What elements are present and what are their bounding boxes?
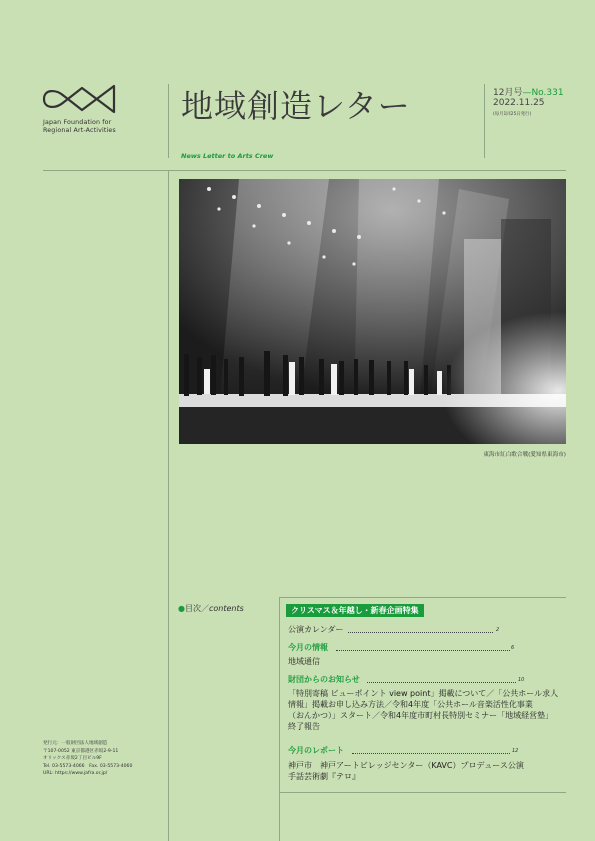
toc-item-description[interactable] <box>288 688 566 732</box>
org-name <box>43 119 116 136</box>
toc-bottom-rule <box>279 792 566 793</box>
toc-line: 終了報告 <box>288 722 320 731</box>
toc-item-description[interactable] <box>288 760 566 782</box>
toc-line: 手話芸術劇『テロ』 <box>288 772 360 781</box>
toc-item[interactable] <box>288 624 566 635</box>
toc-page-number: 2 <box>496 627 500 633</box>
toc-line: 神戸市 神戸アートビレッジセンター（KAVC）プロデュース公演 <box>288 761 524 770</box>
issue-dash: — <box>522 88 532 98</box>
main-column-line <box>168 171 169 841</box>
publisher-line: Tel. 03-5573-4066 Fax. 03-5573-4060 <box>43 763 133 769</box>
toc-top-rule <box>279 597 566 598</box>
toc-item-label: 今月のレポート <box>288 746 344 755</box>
toc-heading <box>178 603 244 614</box>
toc-item[interactable] <box>288 656 566 667</box>
toc-item-label: 地域通信 <box>288 657 320 666</box>
publisher-info <box>43 740 132 778</box>
org-name-line: Regional Art-Activities <box>43 127 116 135</box>
foundation-logo-icon <box>42 84 116 114</box>
toc-item[interactable] <box>288 642 566 653</box>
publisher-line: 〒107-0052 東京都港区赤坂2-9-11 <box>43 748 119 754</box>
special-feature-badge: クリスマス＆年越し・新春企画特集 <box>286 604 424 617</box>
header-divider-right <box>484 84 485 158</box>
newsletter-title: 地域創造レター <box>181 87 411 125</box>
publisher-url[interactable]: URL: https://www.jafra.or.jp/ <box>43 771 108 777</box>
publisher-line: 発行元：一般財団法人地域創造 <box>43 741 108 746</box>
toc-item-label: 公演カレンダー <box>288 625 344 634</box>
issue-month: 12月号 <box>493 88 523 98</box>
toc-page-number: 6 <box>511 645 515 651</box>
issue-number <box>493 85 564 98</box>
issue-no: No.331 <box>531 88 564 98</box>
toc-column-line <box>279 598 280 841</box>
publisher-line: オリックス赤坂2丁目ビル9F <box>43 756 102 762</box>
toc-page-number: 10 <box>518 677 525 683</box>
cover-photo <box>179 179 566 444</box>
photo-caption: 東海市紅白歌合戦(愛知県東海市) <box>483 452 566 458</box>
header-divider-left <box>168 84 169 158</box>
toc-line: （おんかつ）」スタート／令和4年度市町村長特別セミナー「地域経営塾」 <box>288 711 554 720</box>
toc-heading-jp: 目次 <box>184 604 201 613</box>
leader-dots <box>336 650 510 651</box>
toc-page-number: 12 <box>512 748 519 754</box>
publication-note: (毎月1回25日発行) <box>493 112 532 117</box>
leader-dots <box>367 682 516 683</box>
toc-line: 情報」掲載お申し込み方法／令和4年度「公共ホール音楽活性化事業 <box>288 700 533 709</box>
tagline: News Letter to Arts Crew <box>181 152 274 160</box>
toc-item-label: 財団からのお知らせ <box>288 675 360 684</box>
toc-line: 「特別寄稿 ビューポイント view point」掲載について／「公共ホール求人 <box>288 689 559 698</box>
header-rule <box>43 170 566 171</box>
toc-item-label: 今月の情報 <box>288 643 328 652</box>
org-name-line: Japan Foundation for <box>43 119 112 126</box>
toc-item[interactable] <box>288 745 566 756</box>
toc-heading-slash: ／ <box>200 604 209 613</box>
leader-dots <box>352 753 510 754</box>
toc-heading-en: contents <box>208 604 244 613</box>
bullet-icon: ● <box>178 604 185 613</box>
issue-date: 2022.11.25 <box>493 98 545 108</box>
leader-dots <box>348 632 493 633</box>
